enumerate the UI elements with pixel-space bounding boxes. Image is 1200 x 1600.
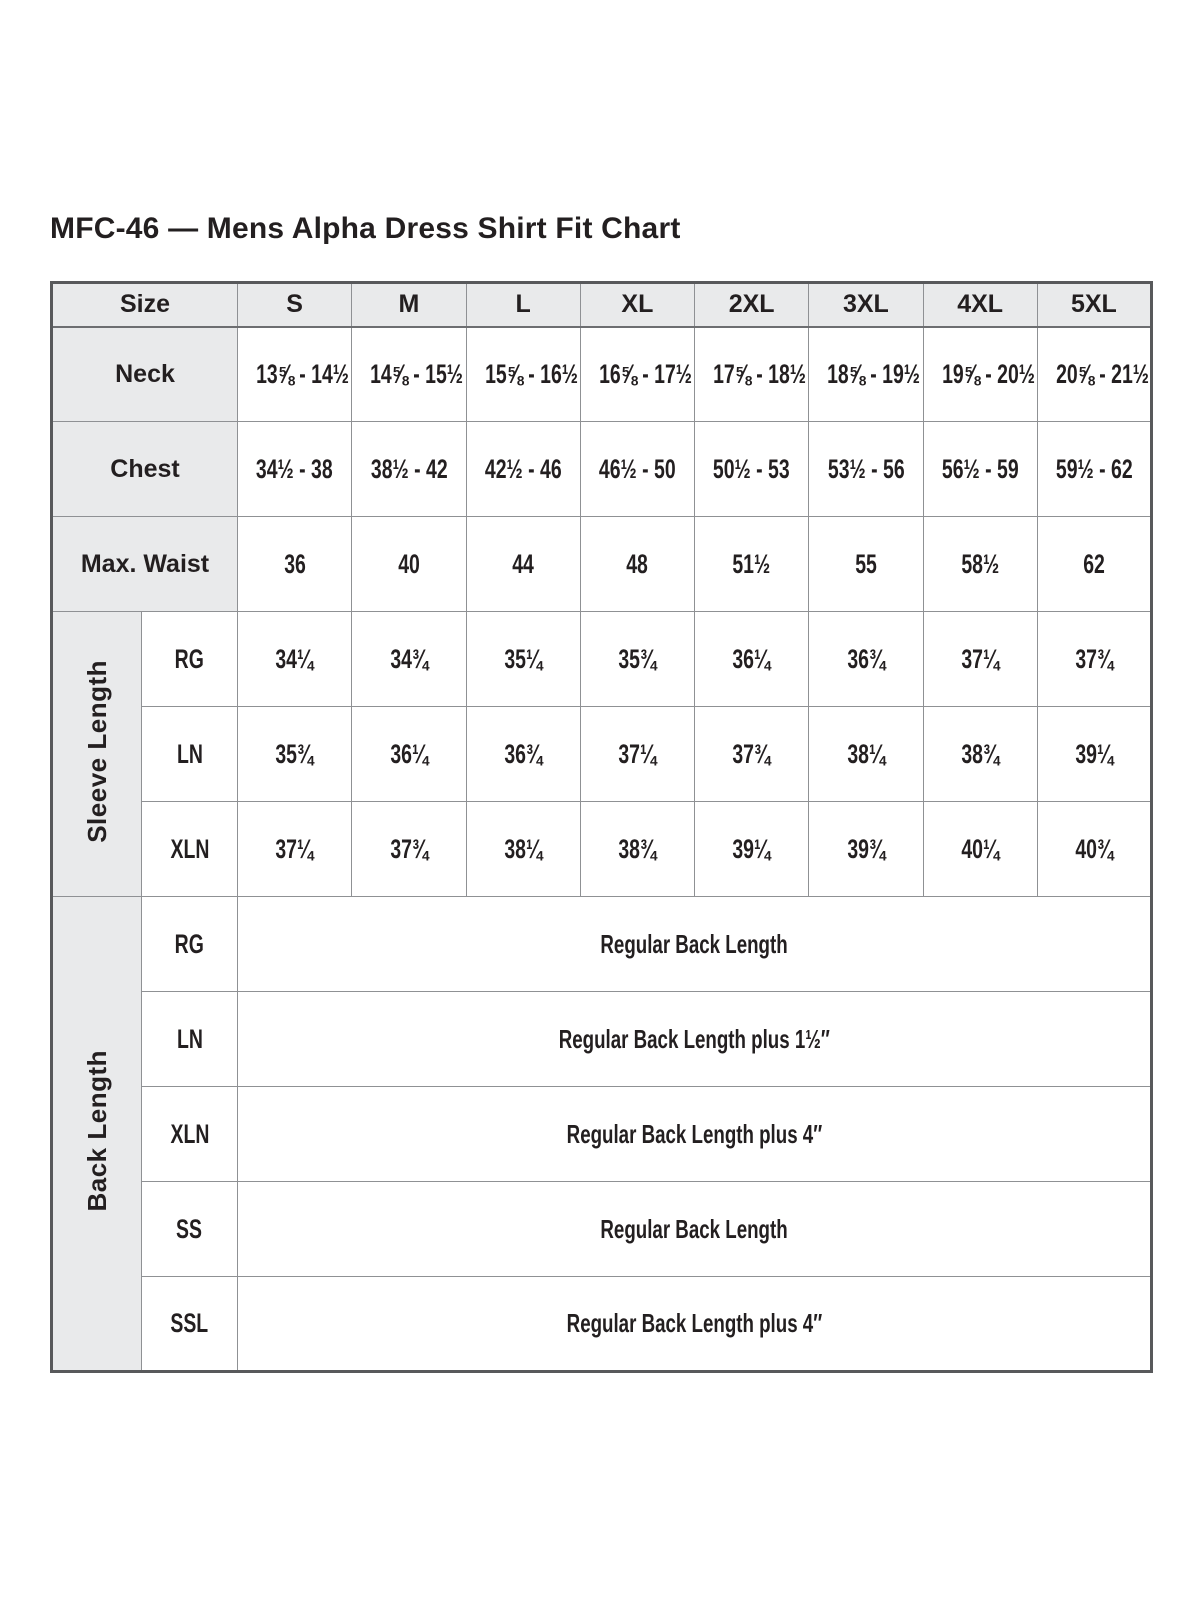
sleeve-value: 40¾	[1074, 833, 1113, 864]
chest-value: 38½ - 42	[370, 453, 448, 484]
waist-value: 40	[398, 548, 420, 579]
table-cell	[809, 802, 923, 897]
table-cell	[352, 707, 466, 802]
size-header-row	[52, 283, 1152, 327]
col-header-xl: XL	[580, 283, 694, 327]
sleeve-value: 37¼	[275, 833, 314, 864]
waist-value: 44	[512, 548, 534, 579]
sleeve-value: 37¾	[732, 738, 771, 769]
table-cell	[466, 517, 580, 612]
table-cell	[580, 802, 694, 897]
table-cell	[238, 612, 352, 707]
row-label-chest: Chest	[52, 422, 238, 517]
sub-label-rg	[142, 897, 238, 992]
sub-label-ss	[142, 1182, 238, 1277]
row-label-neck: Neck	[52, 327, 238, 422]
back-ln-row	[52, 992, 1152, 1087]
group-label-back-length	[52, 897, 142, 1372]
chest-value: 50½ - 53	[713, 453, 790, 484]
fit-chart-table	[50, 281, 1153, 1373]
description-text: Regular Back Length plus 4″	[566, 1308, 822, 1338]
table-cell	[695, 802, 809, 897]
table-cell	[238, 327, 352, 422]
waist-value: 58½	[961, 548, 1000, 579]
description-text: Regular Back Length plus 1½″	[558, 1023, 830, 1054]
sub-label-text: SS	[176, 1213, 203, 1244]
table-cell	[695, 707, 809, 802]
back-length-description	[238, 1087, 1152, 1182]
table-cell	[809, 517, 923, 612]
chest-value: 56½ - 59	[941, 453, 1019, 484]
sleeve-value: 40¼	[961, 833, 1000, 864]
table-cell	[1037, 517, 1151, 612]
table-cell	[352, 327, 466, 422]
sub-label-text: LN	[176, 738, 203, 769]
neck-value: 20⅝ - 21½	[1055, 358, 1149, 389]
table-cell	[352, 422, 466, 517]
col-header-m: M	[352, 283, 466, 327]
waist-value: 62	[1083, 548, 1105, 579]
table-cell	[1037, 707, 1151, 802]
table-cell	[695, 422, 809, 517]
page-title: MFC-46 — Mens Alpha Dress Shirt Fit Chart	[50, 212, 681, 245]
table-cell	[580, 422, 694, 517]
back-length-description	[238, 1277, 1152, 1372]
sub-label-xln	[142, 1087, 238, 1182]
sub-label-ln	[142, 707, 238, 802]
sleeve-value: 35¾	[275, 738, 314, 769]
sleeve-ln-row	[52, 707, 1152, 802]
description-text: Regular Back Length	[600, 928, 788, 959]
table-cell	[923, 802, 1037, 897]
chest-value: 46½ - 50	[598, 453, 676, 484]
table-cell	[466, 707, 580, 802]
sleeve-value: 36¾	[504, 738, 543, 769]
waist-value: 51½	[732, 548, 771, 579]
table-cell	[238, 422, 352, 517]
table-cell	[923, 422, 1037, 517]
sub-label-ssl	[142, 1277, 238, 1372]
table-cell	[238, 707, 352, 802]
sleeve-value: 37¾	[389, 833, 428, 864]
neck-value: 15⅝ - 16½	[484, 358, 578, 389]
col-header-l: L	[466, 283, 580, 327]
table-cell	[695, 327, 809, 422]
sub-label-rg	[142, 612, 238, 707]
group-label-sleeve-length	[52, 612, 142, 897]
sleeve-value: 38¼	[504, 833, 543, 864]
description-text: Regular Back Length plus 4″	[566, 1118, 822, 1149]
back-ssl-row	[52, 1277, 1152, 1372]
sleeve-value: 39¼	[732, 833, 771, 864]
sleeve-value: 39¼	[1074, 738, 1113, 769]
sub-label-text: XLN	[170, 833, 209, 864]
description-text: Regular Back Length	[600, 1213, 788, 1244]
waist-value: 36	[283, 548, 306, 579]
col-header-2xl: 2XL	[695, 283, 809, 327]
sleeve-value: 35¼	[504, 643, 543, 674]
chest-value: 59½ - 62	[1055, 453, 1133, 484]
col-header-s: S	[238, 283, 352, 327]
back-length-description	[238, 992, 1152, 1087]
sleeve-value: 35¾	[618, 643, 657, 674]
table-cell	[923, 612, 1037, 707]
back-rg-row	[52, 897, 1152, 992]
sub-label-ln	[142, 992, 238, 1087]
sub-label-text: RG	[174, 928, 205, 959]
col-header-size: Size	[52, 283, 238, 327]
sleeve-value: 36¼	[732, 643, 771, 674]
table-cell	[695, 517, 809, 612]
sub-label-text: XLN	[170, 1118, 209, 1149]
back-length-description	[238, 1182, 1152, 1277]
table-cell	[923, 517, 1037, 612]
row-label-max-waist: Max. Waist	[52, 517, 238, 612]
chest-value: 42½ - 46	[484, 453, 562, 484]
col-header-4xl: 4XL	[923, 283, 1037, 327]
sleeve-value: 38¾	[961, 738, 1000, 769]
sleeve-value: 34¼	[275, 643, 314, 674]
sleeve-value: 38¼	[846, 738, 885, 769]
table-cell	[466, 612, 580, 707]
table-cell	[238, 517, 352, 612]
table-cell	[580, 517, 694, 612]
waist-value: 48	[626, 548, 649, 579]
sleeve-length-label: Sleeve Length	[81, 660, 112, 843]
table-cell	[466, 422, 580, 517]
sub-label-xln	[142, 802, 238, 897]
table-cell	[923, 327, 1037, 422]
table-cell	[809, 612, 923, 707]
neck-value: 18⅝ - 19½	[827, 358, 921, 389]
table-cell	[580, 612, 694, 707]
sleeve-value: 37¾	[1074, 643, 1113, 674]
table-cell	[580, 707, 694, 802]
sleeve-xln-row	[52, 802, 1152, 897]
back-ss-row	[52, 1182, 1152, 1277]
table-cell	[809, 327, 923, 422]
table-cell	[352, 517, 466, 612]
table-cell	[466, 327, 580, 422]
sleeve-value: 34¾	[389, 643, 428, 674]
sleeve-value: 37¼	[961, 643, 1000, 674]
neck-value: 19⅝ - 20½	[941, 358, 1035, 389]
waist-value: 55	[855, 548, 877, 579]
sleeve-value: 36¼	[389, 738, 428, 769]
chest-value: 53½ - 56	[827, 453, 905, 484]
neck-row	[52, 327, 1152, 422]
table-cell	[923, 707, 1037, 802]
neck-value: 14⅝ - 15½	[370, 358, 464, 389]
neck-value: 17⅝ - 18½	[713, 358, 807, 389]
chest-row	[52, 422, 1152, 517]
table-cell	[1037, 612, 1151, 707]
table-cell	[1037, 327, 1151, 422]
chest-value: 34½ - 38	[256, 453, 333, 484]
col-header-5xl: 5XL	[1037, 283, 1151, 327]
back-length-description	[238, 897, 1152, 992]
sleeve-value: 36¾	[846, 643, 885, 674]
sleeve-rg-row	[52, 612, 1152, 707]
neck-value: 13⅝ - 14½	[256, 358, 350, 389]
table-cell	[1037, 422, 1151, 517]
sleeve-value: 39¾	[846, 833, 885, 864]
back-length-label: Back Length	[81, 1050, 112, 1212]
table-cell	[580, 327, 694, 422]
sub-label-text: SSL	[170, 1308, 209, 1338]
table-cell	[238, 802, 352, 897]
sleeve-value: 37¼	[618, 738, 657, 769]
sleeve-value: 38¾	[618, 833, 657, 864]
table-cell	[352, 802, 466, 897]
max-waist-row	[52, 517, 1152, 612]
col-header-3xl: 3XL	[809, 283, 923, 327]
neck-value: 16⅝ - 17½	[598, 358, 692, 389]
table-cell	[809, 707, 923, 802]
table-cell	[695, 612, 809, 707]
table-cell	[466, 802, 580, 897]
table-cell	[809, 422, 923, 517]
back-xln-row	[52, 1087, 1152, 1182]
table-cell	[352, 612, 466, 707]
table-cell	[1037, 802, 1151, 897]
sub-label-text: LN	[176, 1023, 203, 1054]
sub-label-text: RG	[174, 643, 205, 674]
